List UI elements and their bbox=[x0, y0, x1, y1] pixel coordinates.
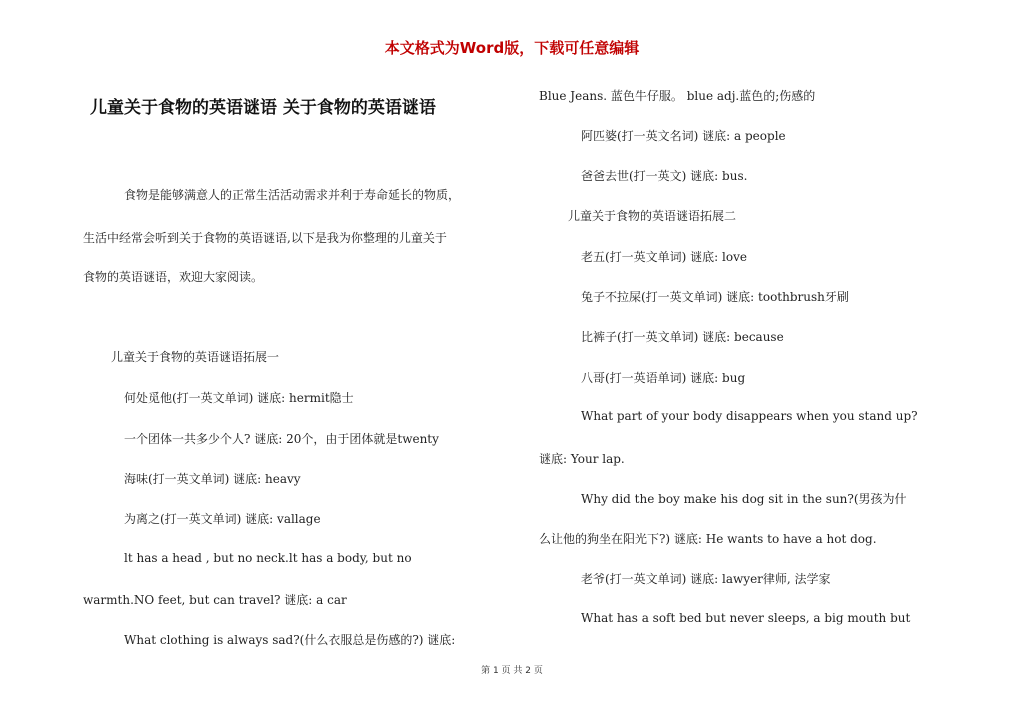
left-line-0: 食物是能够满意人的正常生活活动需求并利于寿命延长的物质， bbox=[124, 188, 461, 202]
page-number: 第 1 页 共 2 页 bbox=[481, 666, 543, 676]
download-banner: 本文格式为Word版，下载可任意编辑 bbox=[384, 39, 640, 57]
section-heading-2: 儿童关于食物的英语谜语拓展二 bbox=[568, 209, 737, 223]
right-line-2: 爸爸去世(打一英文) 谜底: bus. bbox=[581, 169, 748, 183]
right-line-11: 么让他的狗坐在阳光下?) 谜底: He wants to have a hot dog. bbox=[539, 532, 877, 546]
right-line-6: 比裤子(打一英文单词) 谜底: because bbox=[581, 330, 784, 344]
left-line-6: 海味(打一英文单词) 谜底: heavy bbox=[124, 472, 301, 486]
left-line-10: What clothing is always sad?(什么衣服总是伤感的?) 谜底: bbox=[124, 633, 456, 647]
right-line-0: Blue Jeans. 蓝色牛仔服。 blue adj.蓝色的;伤感的 bbox=[539, 89, 816, 103]
left-line-9: warmth.NO feet, but can travel? 谜底: a car bbox=[83, 593, 347, 607]
right-line-8: What part of your body disappears when you stand up? bbox=[581, 409, 918, 423]
right-line-4: 老五(打一英文单词) 谜底: love bbox=[581, 250, 747, 264]
left-line-2: 食物的英语谜语，欢迎大家阅读。 bbox=[83, 270, 264, 284]
right-line-10: Why did the boy make his dog sit in the sun?(男孩为什 bbox=[581, 492, 907, 506]
right-line-1: 阿匹婆(打一英文名词) 谜底: a people bbox=[581, 129, 786, 143]
left-line-4: 何处觅他(打一英文单词) 谜底: hermit隐士 bbox=[124, 391, 354, 405]
left-line-7: 为离之(打一英文单词) 谜底: vallage bbox=[124, 512, 321, 526]
right-line-12: 老爷(打一英文单词) 谜底: lawyer律师, 法学家 bbox=[581, 572, 831, 586]
section-heading-1: 儿童关于食物的英语谜语拓展一 bbox=[111, 350, 280, 364]
left-line-8: lt has a head , but no neck.lt has a body, but no bbox=[124, 551, 412, 565]
document-title: 儿童关于食物的英语谜语 关于食物的英语谜语 bbox=[90, 98, 436, 118]
right-line-7: 八哥(打一英语单词) 谜底: bug bbox=[581, 371, 746, 385]
right-line-5: 兔子不拉屎(打一英文单词) 谜底: toothbrush牙刷 bbox=[581, 290, 849, 304]
left-line-5: 一个团体一共多少个人? 谜底: 20个，由于团体就是twenty bbox=[124, 432, 439, 446]
left-line-1: 生活中经常会听到关于食物的英语谜语,以下是我为你整理的儿童关于 bbox=[83, 231, 447, 245]
right-line-13: What has a soft bed but never sleeps, a big mouth but bbox=[581, 611, 911, 625]
right-line-9: 谜底: Your lap. bbox=[539, 452, 625, 466]
